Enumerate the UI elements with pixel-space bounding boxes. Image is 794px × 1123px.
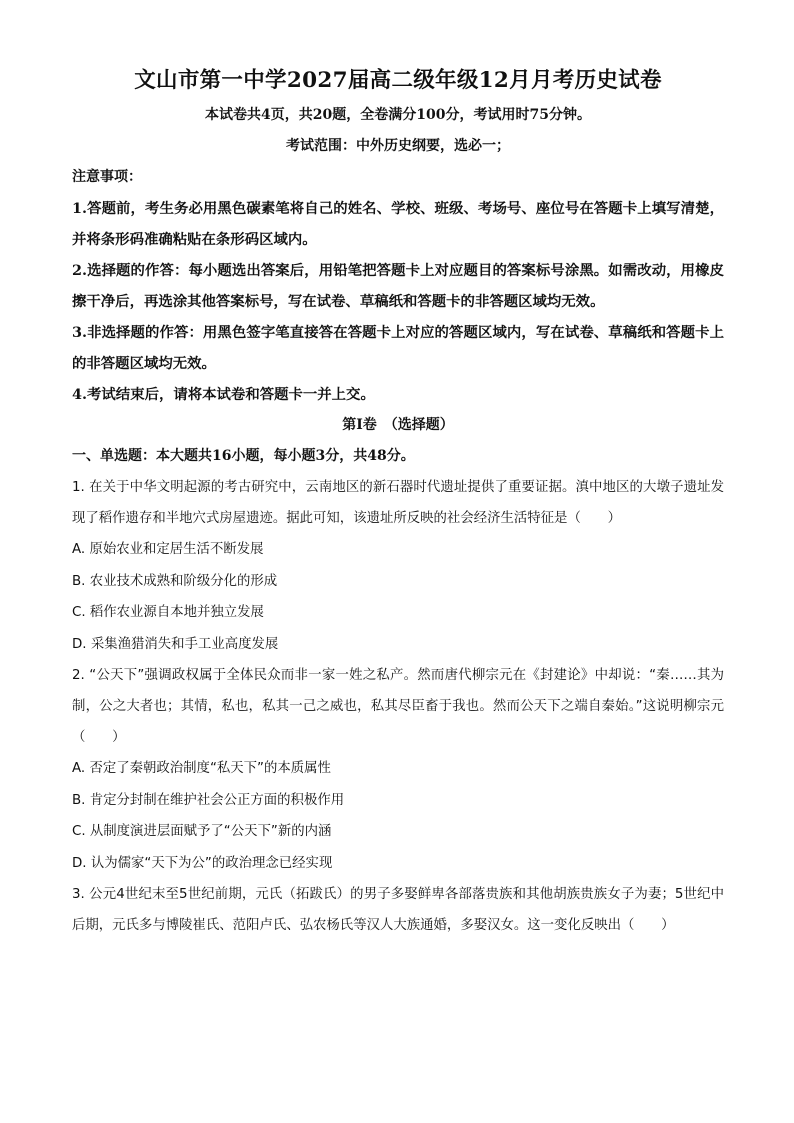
question-stem: 3. 公元4世纪末至5世纪前期，元氏（拓跋氏）的男子多娶鲜卑各部落贵族和其他胡族贵族女子为妻；5世纪中后期，元氏多与博陵崔氏、范阳卢氏、弘农杨氏等汉人大族通婚，多娶汉女。这一变化反映出（ ） — [72, 887, 724, 933]
option-a: A. 否定了秦朝政治制度“私天下”的本质属性 — [72, 761, 331, 776]
question-stem: 1. 在关于中华文明起源的考古研究中，云南地区的新石器时代遗址提供了重要证据。滇中地区的大墩子遗址发现了稻作遗存和半地穴式房屋遗迹。据此可知，该遗址所反映的社会经济生活特征是（ ） — [72, 480, 724, 526]
option-d: D. 采集渔猎消失和手工业高度发展 — [72, 636, 279, 652]
notice-item: 2.选择题的作答：每小题选出答案后，用铅笔把答题卡上对应题目的答案标号涂黑。如需改动，用橡皮擦干净后，再选涂其他答案标号，写在试卷、草稿纸和答题卡的非答题区域均无效。 — [72, 262, 724, 310]
option-b: B. 农业技术成熟和阶级分化的形成 — [72, 573, 278, 589]
option-c: C. 从制度演进层面赋予了“公天下”新的内涵 — [72, 824, 332, 839]
option-d: D. 认为儒家“天下为公”的政治理念已经实现 — [72, 855, 333, 871]
section-subtitle: 一、单选题：本大题共16小题，每小题3分，共48分。 — [72, 448, 415, 464]
notice-item: 3.非选择题的作答：用黑色签字笔直接答在答题卡上对应的答题区域内，写在试卷、草稿纸和答题卡上的非答题区域均无效。 — [72, 324, 724, 372]
option-c: C. 稻作农业源自本地并独立发展 — [72, 605, 264, 620]
question-stem: 2. “公天下”强调政权属于全体民众而非一家一姓之私产。然而唐代柳宗元在《封建论》中却说：“秦……其为制，公之大者也；其情，私也，私其一己之威也，私其尽臣畜于我也。然而公天下之端自秦始。”这说明柳宗元（ ） — [72, 668, 724, 745]
question-2 — [72, 660, 724, 879]
option-a: A. 原始农业和定居生活不断发展 — [72, 542, 264, 557]
option-b: B. 肯定分封制在维护社会公正方面的积极作用 — [72, 792, 345, 808]
question-3 — [72, 879, 724, 941]
exam-page — [72, 62, 724, 941]
exam-info: 本试卷共4页，共20题，全卷满分100分，考试用时75分钟。 — [205, 107, 591, 123]
exam-scope: 考试范围：中外历史纲要，选必一； — [286, 138, 510, 154]
question-1 — [72, 472, 724, 660]
notice-item: 1.答题前，考生务必用黑色碳素笔将自己的姓名、学校、班级、考场号、座位号在答题卡上填写清楚，并将条形码准确粘贴在条形码区域内。 — [72, 200, 724, 248]
notice-item: 4.考试结束后，请将本试卷和答题卡一并上交。 — [72, 386, 375, 403]
notice-heading: 注意事项： — [72, 169, 142, 185]
section-title: 第Ⅰ卷 （选择题） — [342, 417, 454, 433]
exam-title: 文山市第一中学2027届高二级年级12月月考历史试卷 — [134, 68, 662, 93]
notice-list — [72, 193, 724, 410]
